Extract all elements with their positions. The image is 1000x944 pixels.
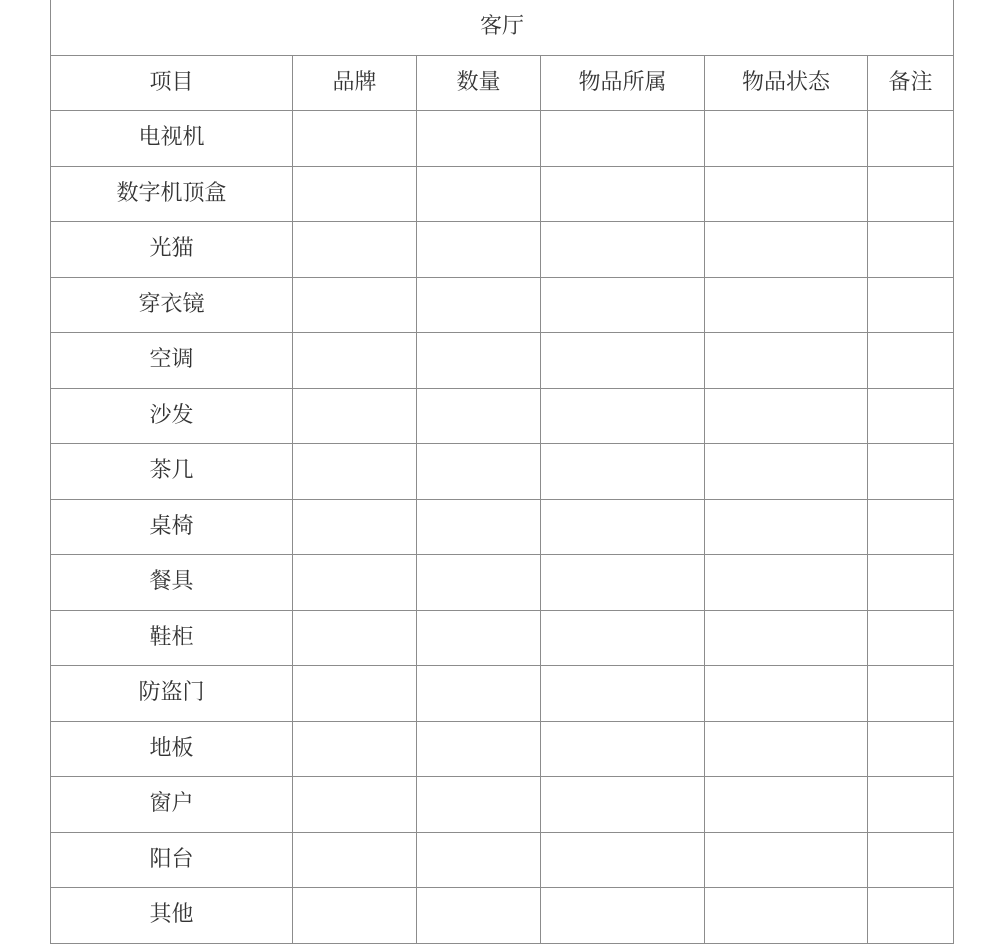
condition-cell[interactable] bbox=[705, 555, 868, 611]
table-row bbox=[51, 721, 954, 777]
ownership-cell[interactable] bbox=[541, 499, 705, 555]
item-cell: 茶几 bbox=[51, 444, 293, 500]
table-title-row bbox=[51, 0, 954, 55]
condition-cell[interactable] bbox=[705, 222, 868, 278]
remarks-cell[interactable] bbox=[868, 666, 954, 722]
item-cell: 穿衣镜 bbox=[51, 277, 293, 333]
remarks-cell[interactable] bbox=[868, 888, 954, 944]
item-cell: 数字机顶盒 bbox=[51, 166, 293, 222]
remarks-cell[interactable] bbox=[868, 777, 954, 833]
quantity-cell[interactable] bbox=[417, 721, 541, 777]
brand-cell[interactable] bbox=[293, 832, 417, 888]
ownership-cell[interactable] bbox=[541, 666, 705, 722]
item-cell: 桌椅 bbox=[51, 499, 293, 555]
table-row bbox=[51, 333, 954, 389]
ownership-cell[interactable] bbox=[541, 388, 705, 444]
condition-cell[interactable] bbox=[705, 444, 868, 500]
remarks-cell[interactable] bbox=[868, 111, 954, 167]
header-ownership: 物品所属 bbox=[541, 55, 705, 111]
condition-cell[interactable] bbox=[705, 333, 868, 389]
quantity-cell[interactable] bbox=[417, 166, 541, 222]
item-cell: 光猫 bbox=[51, 222, 293, 278]
ownership-cell[interactable] bbox=[541, 444, 705, 500]
ownership-cell[interactable] bbox=[541, 832, 705, 888]
ownership-cell[interactable] bbox=[541, 555, 705, 611]
condition-cell[interactable] bbox=[705, 721, 868, 777]
table-row bbox=[51, 222, 954, 278]
condition-cell[interactable] bbox=[705, 388, 868, 444]
remarks-cell[interactable] bbox=[868, 277, 954, 333]
brand-cell[interactable] bbox=[293, 666, 417, 722]
header-brand: 品牌 bbox=[293, 55, 417, 111]
quantity-cell[interactable] bbox=[417, 277, 541, 333]
quantity-cell[interactable] bbox=[417, 832, 541, 888]
item-cell: 鞋柜 bbox=[51, 610, 293, 666]
brand-cell[interactable] bbox=[293, 222, 417, 278]
quantity-cell[interactable] bbox=[417, 610, 541, 666]
brand-cell[interactable] bbox=[293, 333, 417, 389]
remarks-cell[interactable] bbox=[868, 555, 954, 611]
brand-cell[interactable] bbox=[293, 444, 417, 500]
table-row bbox=[51, 111, 954, 167]
table-row bbox=[51, 444, 954, 500]
table-row bbox=[51, 499, 954, 555]
ownership-cell[interactable] bbox=[541, 111, 705, 167]
condition-cell[interactable] bbox=[705, 777, 868, 833]
table-header-row bbox=[51, 55, 954, 111]
brand-cell[interactable] bbox=[293, 166, 417, 222]
quantity-cell[interactable] bbox=[417, 777, 541, 833]
table-row bbox=[51, 388, 954, 444]
condition-cell[interactable] bbox=[705, 166, 868, 222]
remarks-cell[interactable] bbox=[868, 333, 954, 389]
item-cell: 沙发 bbox=[51, 388, 293, 444]
table-body bbox=[51, 0, 954, 943]
remarks-cell[interactable] bbox=[868, 832, 954, 888]
brand-cell[interactable] bbox=[293, 555, 417, 611]
ownership-cell[interactable] bbox=[541, 333, 705, 389]
ownership-cell[interactable] bbox=[541, 222, 705, 278]
item-cell: 防盗门 bbox=[51, 666, 293, 722]
table-row bbox=[51, 832, 954, 888]
table-title: 客厅 bbox=[51, 0, 954, 55]
ownership-cell[interactable] bbox=[541, 610, 705, 666]
condition-cell[interactable] bbox=[705, 666, 868, 722]
brand-cell[interactable] bbox=[293, 388, 417, 444]
quantity-cell[interactable] bbox=[417, 111, 541, 167]
remarks-cell[interactable] bbox=[868, 166, 954, 222]
item-cell: 其他 bbox=[51, 888, 293, 944]
brand-cell[interactable] bbox=[293, 721, 417, 777]
brand-cell[interactable] bbox=[293, 888, 417, 944]
condition-cell[interactable] bbox=[705, 832, 868, 888]
remarks-cell[interactable] bbox=[868, 388, 954, 444]
living-room-inventory-table bbox=[50, 0, 954, 944]
header-quantity: 数量 bbox=[417, 55, 541, 111]
ownership-cell[interactable] bbox=[541, 166, 705, 222]
item-cell: 空调 bbox=[51, 333, 293, 389]
table-row bbox=[51, 888, 954, 944]
condition-cell[interactable] bbox=[705, 499, 868, 555]
condition-cell[interactable] bbox=[705, 111, 868, 167]
condition-cell[interactable] bbox=[705, 277, 868, 333]
quantity-cell[interactable] bbox=[417, 222, 541, 278]
ownership-cell[interactable] bbox=[541, 888, 705, 944]
table-row bbox=[51, 277, 954, 333]
remarks-cell[interactable] bbox=[868, 499, 954, 555]
quantity-cell[interactable] bbox=[417, 388, 541, 444]
header-item: 项目 bbox=[51, 55, 293, 111]
table-row bbox=[51, 610, 954, 666]
brand-cell[interactable] bbox=[293, 277, 417, 333]
brand-cell[interactable] bbox=[293, 111, 417, 167]
quantity-cell[interactable] bbox=[417, 555, 541, 611]
ownership-cell[interactable] bbox=[541, 721, 705, 777]
quantity-cell[interactable] bbox=[417, 499, 541, 555]
item-cell: 阳台 bbox=[51, 832, 293, 888]
quantity-cell[interactable] bbox=[417, 888, 541, 944]
quantity-cell[interactable] bbox=[417, 666, 541, 722]
brand-cell[interactable] bbox=[293, 499, 417, 555]
remarks-cell[interactable] bbox=[868, 721, 954, 777]
ownership-cell[interactable] bbox=[541, 777, 705, 833]
quantity-cell[interactable] bbox=[417, 444, 541, 500]
header-condition: 物品状态 bbox=[705, 55, 868, 111]
table-row bbox=[51, 555, 954, 611]
header-remarks: 备注 bbox=[868, 55, 954, 111]
brand-cell[interactable] bbox=[293, 777, 417, 833]
condition-cell[interactable] bbox=[705, 888, 868, 944]
ownership-cell[interactable] bbox=[541, 277, 705, 333]
remarks-cell[interactable] bbox=[868, 610, 954, 666]
item-cell: 窗户 bbox=[51, 777, 293, 833]
item-cell: 电视机 bbox=[51, 111, 293, 167]
condition-cell[interactable] bbox=[705, 610, 868, 666]
quantity-cell[interactable] bbox=[417, 333, 541, 389]
table-row bbox=[51, 166, 954, 222]
table-row bbox=[51, 777, 954, 833]
item-cell: 地板 bbox=[51, 721, 293, 777]
brand-cell[interactable] bbox=[293, 610, 417, 666]
remarks-cell[interactable] bbox=[868, 222, 954, 278]
item-cell: 餐具 bbox=[51, 555, 293, 611]
remarks-cell[interactable] bbox=[868, 444, 954, 500]
table-row bbox=[51, 666, 954, 722]
